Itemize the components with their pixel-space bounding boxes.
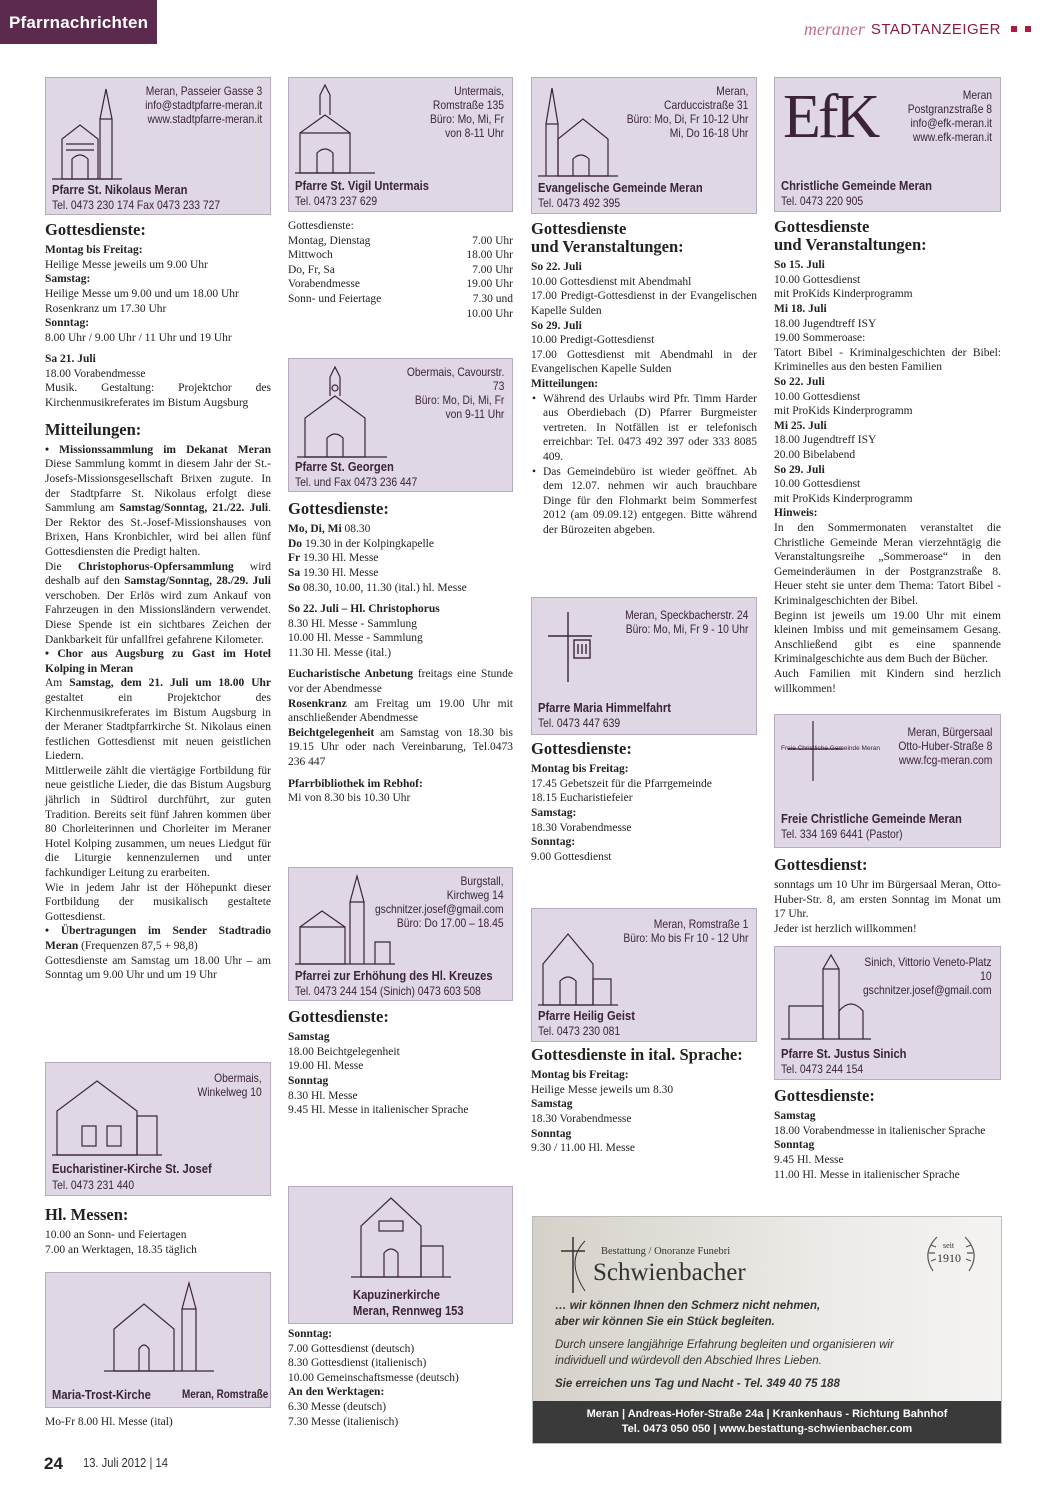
day-label: Montag bis Freitag: xyxy=(531,1069,629,1082)
address-line: Meran, xyxy=(715,84,748,98)
email-link[interactable]: info@stadtpfarre-meran.it xyxy=(144,98,262,113)
parish-name: Pfarre Heilig Geist xyxy=(538,1008,635,1023)
address-block xyxy=(375,874,504,931)
notice-text: Beginn ist jeweils um 19.00 Uhr mit einem kleinen Imbiss und mit gemeinsamem Gesang. Anschließend gibt es eine spannende Kriminalgeschichte aus dem Buch der Bücher. xyxy=(774,609,1001,666)
day-label: Sonntag: xyxy=(45,317,90,330)
parish-name: Pfarre Maria Himmelfahrt xyxy=(538,700,671,715)
service-line: 10.00 Hl. Messe - Sammlung xyxy=(288,632,423,645)
service-line: 18.15 Eucharistiefeier xyxy=(531,792,633,805)
address-block xyxy=(908,88,992,145)
service-note: Musik. Gestaltung: Projektchor des Kirchenmusikreferates im Bistum Augsburg xyxy=(45,382,271,410)
parish-card-maria-trost xyxy=(45,1272,271,1408)
parish-card-heilig-geist xyxy=(531,908,757,1042)
ad-subtitle: Bestattung / Onoranze Funebri xyxy=(601,1246,731,1257)
kapuziner-services xyxy=(288,1327,513,1429)
announcement-text: Gottesdienste am Samstag um 18.00 Uhr – am Sonntag um 9.00 Uhr und um 19 Uhr xyxy=(45,954,271,982)
service-line: 10.00 an Sonn- und Feiertagen xyxy=(45,1229,187,1242)
address-line: Meran xyxy=(962,88,992,102)
service-line: Mo, Di, Mi 08.30 xyxy=(288,523,371,536)
event-line: mit ProKids Kinderprogramm xyxy=(774,405,913,418)
parish-address: Meran, Rennweg 153 xyxy=(353,1303,464,1318)
website-link[interactable]: www.fcg-meran.com xyxy=(898,753,992,768)
address-block xyxy=(430,84,504,141)
service-line: 10.00 Predigt-Gottesdienst xyxy=(531,334,655,347)
address-line: Postgranzstraße 8 xyxy=(907,102,992,117)
ad-company-name: Schwienbacher xyxy=(593,1259,746,1286)
day-label: Montag bis Freitag: xyxy=(45,244,143,257)
event-line: 18.00 Jugendtreff ISY xyxy=(774,317,877,330)
service-line: 10.00 Gottesdienst mit Abendmahl xyxy=(531,275,692,288)
office-hours: Büro: Mo, Di, Fr 10-12 Uhr xyxy=(626,112,748,127)
service-line: 18.00 Beichtgelegenheit xyxy=(288,1045,400,1058)
church-illustration-icon xyxy=(781,951,871,1043)
announcement-text: • Das Gemeindebüro ist wieder geöffnet. Ab dem 12.07. nehmen wir auch brauchbare Dinge für den Flohmarkt beim Sommerfest 2012 (am 09.09.12) entgegen. Bitte während der Bürozeiten abgeben. xyxy=(531,465,757,538)
announcement-title: Chor aus Augsburg zu Gast im Hotel Kolping in Meran xyxy=(45,648,271,675)
parish-phone: Tel. 0473 230 174 Fax 0473 233 727 xyxy=(52,198,221,212)
service-line: Sa 19.30 Hl. Messe xyxy=(288,566,379,579)
funeral-advertisement xyxy=(532,1216,1002,1444)
service-line: 18.00 Vorabendmesse in italienischer Sprache xyxy=(774,1124,986,1137)
church-illustration-icon xyxy=(295,83,375,178)
service-line: 9.45 Hl. Messe xyxy=(774,1153,844,1166)
parish-name: Eucharistiner-Kirche St. Josef xyxy=(52,1161,212,1176)
service-line: 8.00 Uhr / 9.00 Uhr / 11 Uhr und 19 Uhr xyxy=(45,331,232,344)
event-line: 10.00 Gottesdienst xyxy=(774,390,861,403)
event-line: 10.00 Gottesdienst xyxy=(774,273,861,286)
fcg-logo-text: Freie Christliche Gemeinde Meran xyxy=(781,745,880,752)
website-link[interactable]: www.efk-meran.it xyxy=(912,130,992,145)
church-illustration-icon xyxy=(297,363,387,461)
brand-square-icon xyxy=(1011,26,1017,32)
heading-gottesdienste: Gottesdienste xyxy=(531,219,627,238)
event-line: 18.00 Jugendtreff ISY xyxy=(774,434,877,447)
service-line: 9.45 Hl. Messe in italienischer Sprache xyxy=(288,1104,469,1117)
parish-name: Evangelische Gemeinde Meran xyxy=(538,180,703,195)
announcement-text: (Frequenzen 87,5 + 98,8) xyxy=(81,940,198,952)
service-note: Rosenkranz am Freitag um 19.00 Uhr mit anschließender Abendmesse xyxy=(288,697,513,725)
heading-veranstaltungen: und Veranstaltungen: xyxy=(774,235,927,255)
day-label: Samstag xyxy=(774,1110,816,1123)
event-line: 20.00 Bibelabend xyxy=(774,449,856,461)
announcement-date: Samstag, dem 21. Juli um 18.00 Uhr xyxy=(69,677,272,690)
address-line: Sinich, Vittorio Veneto-Platz xyxy=(864,955,992,969)
announcement-text: Wie in jedem Jahr ist der Höhepunkt dieser Fortbildung der musikalisch gestaltete Gottesdienst. xyxy=(45,881,271,923)
service-line: Jeder ist herzlich willkommen! xyxy=(774,922,917,935)
day-label: Sonntag xyxy=(531,1127,572,1140)
day-label: Samstag xyxy=(288,1031,330,1044)
service-line: 7.30 Messe (italienisch) xyxy=(288,1415,399,1428)
table-row: Sonn- und Feiertage 7.30 und xyxy=(288,292,513,305)
announcement-date: Samstag/Sonntag, 28./29. Juli xyxy=(124,575,271,588)
parish-card-josef xyxy=(45,1062,271,1196)
service-line: Heilige Messe um 9.00 und um 18.00 Uhr xyxy=(45,287,239,300)
announcement-title: Übertragungen im Sender Stadtradio Meran xyxy=(45,925,271,952)
announcement-text: • Während des Urlaubs wird Pfr. Timm Harder aus Oberdiebach (D) Pfarrer Burgmeister vertreten. In Notfällen ist er telefonisch erreichbar: Tel. 0473 492 397 oder 333 8085 409. xyxy=(531,392,757,465)
service-line: 17.00 Predigt-Gottesdienst in der Evangelischen Kapelle Sulden xyxy=(531,290,757,318)
announcement: • Chor aus Augsburg zu Gast im Hotel Kolping in Meran Am Samstag, dem 21. Juli um 18.00 Uhr gestaltet ein Projektchor des Kirchenmusikreferates im Bistum Augsburg in der Meraner Stadtpfarrkirche St. Nikolaus einen festlichen Gottesdienst mit neuen geistlichen Liedern. Mittlerweile zählt die viertägige Fortbildung für neue geistliche Lieder, die das Bistum Augsburg jährlich in Südtirol durchführt, zur guten Tradition. Bereits seit fünf Jahren kommen über 80 Chorleiterinnen und Chorleiter im Meraner Hotel Kolping zusammen, um neues Liedgut für die Liturgie kennenzulernen und unter fachkundiger Leitung zu erarbeiten. Wie in jedem Jahr ist der Höhepunkt dieser Fortbildung der musikalisch gestaltete Gottesdienst. xyxy=(45,648,272,923)
service-line: sonntags um 10 Uhr im Bürgersaal Meran, Otto-Huber-Str. 8, am ersten Sonntag im Monat um 17 Uhr. xyxy=(774,879,1001,921)
parish-card-kreuz xyxy=(288,867,513,1001)
service-line: 18.30 Vorabendmesse xyxy=(531,1112,632,1125)
address-block xyxy=(145,84,262,126)
brand-name-b: STADTANZEIGER xyxy=(870,20,1001,38)
church-illustration-icon xyxy=(538,919,618,1009)
column-1 xyxy=(45,77,271,983)
announcement-title: Missionssammlung im Dekanat Meran xyxy=(59,443,271,456)
day-label: So 15. Juli xyxy=(774,259,825,272)
ad-line: individuell und würdevoll den Abschied Ihres Lieben. xyxy=(555,1354,822,1367)
event-list xyxy=(774,258,1001,521)
ad-since-year: 1910 xyxy=(937,1251,961,1265)
ad-website[interactable]: Tel. 0473 050 050 | www.bestattung-schwienbacher.com xyxy=(621,1422,913,1435)
day-label: Sa 21. Juli xyxy=(45,353,96,366)
heading-gottesdienste: Gottesdienste: xyxy=(45,220,146,239)
parish-phone: Tel. 0473 447 639 xyxy=(538,716,621,730)
address-line: Meran, Bürgersaal xyxy=(907,725,992,739)
service-line: So 08.30, 10.00, 11.30 (ital.) hl. Messe xyxy=(288,581,467,594)
service-line: 6.30 Messe (deutsch) xyxy=(288,1400,387,1413)
section-title: Pfarrnachrichten xyxy=(9,13,149,32)
service-line: 8.30 Hl. Messe - Sammlung xyxy=(288,617,418,630)
notice-text: In den Sommermonaten veranstaltet die Christliche Gemeinde Meran vierzehntägig die Veranstaltungsreihe „Sommeroase“ in den Gemeinderäumen in der Postgranzstraße 8. Heuer steht sie unter dem Thema: Tatort Bibel - Kriminalgeschichten der Bibel. xyxy=(774,521,1001,607)
day-label: Hinweis: xyxy=(774,507,818,520)
heading-gottesdienste: Gottesdienste: xyxy=(288,499,389,518)
mass-times xyxy=(45,1200,271,1257)
day-label: Sonntag xyxy=(288,1074,329,1087)
service-line: 7.00 Gottesdienst (deutsch) xyxy=(288,1342,415,1355)
day-label: Mi 18. Juli xyxy=(774,303,827,316)
event-line: 19.00 Sommeroase: xyxy=(774,332,866,345)
kreuz-services xyxy=(288,1002,513,1118)
ad-tagline: aber wir können Sie ein Stück begleiten. xyxy=(555,1315,775,1328)
ad-since-label: seit xyxy=(943,1241,955,1250)
service-line: 11.30 Hl. Messe (ital.) xyxy=(288,646,392,659)
justus-services xyxy=(774,1081,1001,1182)
office-hours: Büro: Mo, Di, Mi, Fr xyxy=(414,393,504,408)
efk-logo: EfK xyxy=(783,83,878,151)
announcement-text: gestaltet ein Projektchor des Kirchenmusikreferates im Bistum Augsburg in der Meraner Stadtpfarrkirche St. Nikolaus einen festlichen Gottesdienst mit neuen geistlichen Liedern. xyxy=(45,691,271,763)
heading-gottesdienste: Gottesdienste: xyxy=(531,739,632,758)
address-line: Otto-Huber-Straße 8 xyxy=(897,739,992,754)
address-line: Meran, Romstraße 1 xyxy=(653,917,748,931)
page-number: 24 xyxy=(44,1454,63,1473)
service-line: 9.30 / 11.00 Hl. Messe xyxy=(531,1142,636,1155)
address-line: Obermais, Cavourstr. xyxy=(406,365,504,379)
address-block xyxy=(625,608,748,636)
address-line: Untermais, xyxy=(454,84,504,98)
fcg-services xyxy=(774,850,1001,937)
heading-hl-messen: Hl. Messen: xyxy=(45,1205,129,1224)
day-label: Sonntag: xyxy=(288,1328,333,1340)
address-block xyxy=(863,955,992,997)
parish-card-fcg xyxy=(774,714,1001,848)
service-line: 10.00 Gemeinschaftsmesse (deutsch) xyxy=(288,1371,459,1384)
office-hours: Büro: Mo bis Fr 10 - 12 Uhr xyxy=(622,931,748,946)
parish-card-nikolaus xyxy=(45,77,271,215)
service-line: 18.30 Vorabendmesse xyxy=(531,821,632,834)
address-block xyxy=(406,365,504,422)
service-line: Do 19.30 in der Kolpingkapelle xyxy=(288,537,434,550)
ad-line: Durch unsere langjährige Erfahrung begleiten und organisieren wir xyxy=(555,1339,894,1352)
event-line: mit ProKids Kinderprogramm xyxy=(774,288,913,301)
day-label: Samstag xyxy=(531,1098,573,1111)
newspaper-brand xyxy=(804,18,1031,41)
service-line: 7.00 an Werktagen, 18.35 täglich xyxy=(45,1243,197,1256)
announcement-text: . Der Rektor des St.-Josef-Missionshauses von Brixen, Hans Kronbichler, wird bei allen fünf Gottesdiensten die Predigt halten. xyxy=(45,502,271,558)
heading-gottesdienste-ital: Gottesdienste in ital. Sprache: xyxy=(531,1045,743,1064)
cross-logo-icon xyxy=(540,612,600,682)
parish-card-justus xyxy=(774,946,1001,1080)
office-hours: von 8-11 Uhr xyxy=(445,126,504,141)
day-label: Sonntag xyxy=(774,1139,815,1152)
heading-veranstaltungen: und Veranstaltungen: xyxy=(531,237,684,257)
service-line: 18.00 Vorabendmesse xyxy=(45,367,146,380)
address-block xyxy=(198,1071,262,1099)
brand-square-icon xyxy=(1025,26,1031,32)
heading-gottesdienste: Gottesdienste xyxy=(774,217,870,236)
heading-mitteilungen: Mitteilungen: xyxy=(45,419,142,439)
address-line: Romstraße 135 xyxy=(432,98,504,113)
address-line: Meran, Passeier Gasse 3 xyxy=(145,84,262,98)
ad-text xyxy=(555,1299,894,1393)
parish-phone: Tel. 0473 220 905 xyxy=(781,194,864,208)
georgen-services xyxy=(288,494,513,806)
parish-phone: Tel. 0473 244 154 (Sinich) 0473 603 508 xyxy=(295,984,481,998)
church-illustration-icon xyxy=(52,1071,162,1159)
himmelfahrt-services xyxy=(531,734,757,864)
service-line: 17.45 Gebetszeit für die Pfarrgemeinde xyxy=(531,777,712,790)
table-row: Montag, Dienstag 7.00 Uhr xyxy=(288,234,513,247)
heading-gottesdienste: Gottesdienste: xyxy=(288,1007,389,1026)
address-block xyxy=(623,917,748,945)
address-block xyxy=(898,725,992,767)
parish-phone: Tel. 0473 231 440 xyxy=(52,1178,135,1192)
parish-phone: Tel. 0473 492 395 xyxy=(538,196,621,210)
day-label: So 22. Juli xyxy=(531,261,582,274)
website-link[interactable]: www.stadtpfarre-meran.it xyxy=(147,112,262,127)
event-line: 10.00 Gottesdienst xyxy=(774,478,861,491)
day-label: Mi 25. Juli xyxy=(774,419,827,432)
table-row: Mittwoch 18.00 Uhr xyxy=(288,249,513,262)
announcement-date: Samstag/Sonntag, 21./22. Juli xyxy=(119,502,269,515)
address-line: Meran, Speckbacherstr. 24 xyxy=(624,608,748,622)
table-row: 10.00 Uhr xyxy=(466,307,513,320)
parish-name: Pfarre St. Justus Sinich xyxy=(781,1046,907,1061)
church-illustration-icon xyxy=(351,1191,451,1281)
day-label: So 29. Juli xyxy=(774,463,825,476)
address-line: 73 xyxy=(492,379,504,394)
day-label: Montag bis Freitag: xyxy=(531,763,629,776)
church-illustration-icon xyxy=(52,84,122,184)
church-illustration-icon xyxy=(104,1279,214,1375)
address-line: Burgstall, xyxy=(460,874,504,888)
church-illustration-icon xyxy=(538,84,618,180)
address-line: Kirchweg 14 xyxy=(447,888,504,903)
announcement-text: wird deshalb auf den xyxy=(45,560,272,588)
announcement-text: Mittlerweile zählt die viertägige Fortbildung für neue geistliche Lieder, die das Bistum Augsburg jährlich in Südtirol durchführt, zur guten Tradition. Bereits seit fünf Jahren kommen über 80 Chorleiterinnen und Chorleiter im Meraner Hotel Kolping zusammen, um neues Liedgut für die Liturgie kennenzulernen und unter fachkundiger Leitung zu erarbeiten. xyxy=(45,764,271,880)
parish-name: Christliche Gemeinde Meran xyxy=(781,178,932,193)
address-line: 10 xyxy=(980,969,992,984)
service-line: 11.00 Hl. Messe in italienischer Sprache xyxy=(774,1168,960,1181)
ad-phone-line: Sie erreichen uns Tag und Nacht - Tel. 349 40 75 188 xyxy=(555,1378,840,1391)
service-line: Heilige Messe jeweils um 9.00 Uhr xyxy=(45,258,208,271)
announcement-text: Diese Sammlung kommt in diesem Jahr der St.-Josefs-Missionsgesellschaft Brixen zugute. In der Stadtpfarre St. Nikolaus erfolgt diese Sammlung am xyxy=(45,458,271,515)
service-line: 8.30 Gottesdienst (italienisch) xyxy=(288,1357,427,1370)
announcement: • Übertragungen im Sender Stadtradio Meran (Frequenzen 87,5 + 98,8) Gottesdienste am Samstag um 18.00 Uhr – am Sonntag um 9.00 Uhr und um 19 Uhr xyxy=(45,925,271,982)
service-line: 8.30 Hl. Messe xyxy=(288,1089,358,1102)
office-hours: Büro: Mo, Mi, Fr 9 - 10 Uhr xyxy=(625,622,748,637)
address-line: Obermais, xyxy=(214,1071,262,1085)
parish-name: Freie Christliche Gemeinde Meran xyxy=(781,811,962,826)
service-line: Mo-Fr 8.00 Hl. Messe (ital) xyxy=(45,1416,173,1428)
email-link[interactable]: gschnitzer.josef@gmail.com xyxy=(375,902,504,917)
service-note: Eucharistische Anbetung freitags eine Stunde vor der Abendmesse xyxy=(288,668,513,696)
service-list xyxy=(45,243,271,345)
announcement-title: Christophorus-Opfersammlung xyxy=(77,560,234,573)
parish-name: Kapuzinerkirche xyxy=(353,1287,440,1302)
email-link[interactable]: gschnitzer.josef@gmail.com xyxy=(863,983,992,998)
event-line: mit ProKids Kinderprogramm xyxy=(774,492,913,505)
day-label: Mitteilungen: xyxy=(531,378,599,391)
service-table xyxy=(288,234,513,322)
column-4 xyxy=(774,77,1001,696)
service-line: Mi von 8.30 bis 10.30 Uhr xyxy=(288,792,411,805)
cross-logo-icon xyxy=(555,1235,595,1295)
announcement xyxy=(45,560,271,648)
parish-name: Pfarre St. Nikolaus Meran xyxy=(52,182,188,197)
parish-phone: Tel. 0473 230 081 xyxy=(538,1024,621,1038)
heading-gottesdienste: Gottesdienste: xyxy=(774,1086,875,1105)
address-block xyxy=(626,84,748,141)
parish-card-efk xyxy=(774,77,1001,212)
day-label: So 22. Juli xyxy=(774,376,825,389)
section-tab xyxy=(0,0,157,44)
announcement-text: verschoben. Der Erlös wird zum Ankauf von Fahrzeugen in den Missionsländern verwendet. Diese Spende ist ein sichtbares Zeichen der Dankbarkeit für unfallfrei gefahrene Kilometer. xyxy=(45,589,271,646)
day-label: So 29. Juli xyxy=(531,319,582,332)
address-line: Winkelweg 10 xyxy=(197,1085,262,1100)
parish-address: Meran, Romstraße xyxy=(182,1389,269,1401)
column-3 xyxy=(531,77,757,538)
day-label: So 22. Juli – Hl. Christophorus xyxy=(288,603,440,616)
service-line: 9.00 Gottesdienst xyxy=(531,850,612,863)
table-row: Vorabendmesse 19.00 Uhr xyxy=(288,278,513,291)
service-line: 17.00 Gottesdienst mit Abendmahl in der Evangelischen Kapelle Sulden xyxy=(531,348,757,376)
notice-text: Auch Familien mit Kindern sind herzlich willkommen! xyxy=(774,667,1001,695)
parish-name: Pfarrei zur Erhöhung des Hl. Kreuzes xyxy=(295,968,493,983)
parish-phone: Tel. 0473 244 154 xyxy=(781,1062,864,1076)
parish-phone: Tel. 0473 237 629 xyxy=(295,194,378,208)
brand-name-a: meraner xyxy=(803,19,865,39)
email-link[interactable]: info@efk-meran.it xyxy=(910,116,992,131)
announcement-text: Am xyxy=(45,677,63,690)
ad-contact-bar xyxy=(533,1401,1001,1443)
announcement-text: Die xyxy=(45,560,62,573)
ad-tagline: … wir können Ihnen den Schmerz nicht nehmen, xyxy=(555,1300,821,1312)
service-note: Beichtgelegenheit am Samstag von 18.30 bis 19.15 Uhr oder nach Vereinbarung, Tel.0473 236 447 xyxy=(288,726,513,769)
announcement: • Missionssammlung im Dekanat Meran Diese Sammlung kommt in diesem Jahr der St.-Josefs-Missionsgesellschaft Brixen zugute. In der Stadtpfarre St. Nikolaus erfolgt diese Sammlung am Samstag/Sonntag, 21./22. Juli. Der Rektor des St.-Josef-Missionshauses von Brixen, Hans Kronbichler, wird bei allen fünf Gottesdiensten die Predigt halten. xyxy=(45,443,271,558)
service-line: 19.00 Hl. Messe xyxy=(288,1060,364,1073)
office-hours: Büro: Do 17.00 – 18.45 xyxy=(397,916,504,931)
service-heading: Gottesdienste: xyxy=(288,220,354,232)
parish-phone: Tel. und Fax 0473 236 447 xyxy=(295,475,418,489)
column-2 xyxy=(288,77,513,321)
day-label: Samstag: xyxy=(45,273,91,286)
service-line: Fr 19.30 Hl. Messe xyxy=(288,552,379,565)
day-label: An den Werktagen: xyxy=(288,1386,385,1399)
parish-card-vigil xyxy=(288,77,513,212)
office-hours: Büro: Mo, Mi, Fr xyxy=(430,112,504,127)
issue-date: 13. Juli 2012 | 14 xyxy=(83,1455,168,1470)
parish-name: Pfarre St. Vigil Untermais xyxy=(295,178,430,193)
parish-name: Maria-Trost-Kirche xyxy=(52,1387,151,1402)
table-row: Do, Fr, Sa 7.00 Uhr xyxy=(288,263,513,276)
event-line: Tatort Bibel - Kriminalgeschichten der Bibel: Kriminelles aus den besten Familien xyxy=(774,346,1001,374)
parish-card-evangelisch xyxy=(531,77,757,214)
day-label: Samstag: xyxy=(531,806,577,819)
day-label: Pfarrbibliothek im Rebhof: xyxy=(288,777,423,790)
parish-card-georgen xyxy=(288,358,513,492)
parish-name: Pfarre St. Georgen xyxy=(295,459,394,474)
parish-card-himmelfahrt xyxy=(531,597,757,735)
day-label: Sonntag: xyxy=(531,836,576,849)
heilig-geist-services xyxy=(531,1040,757,1156)
service-line: Rosenkranz um 17.30 Uhr xyxy=(45,302,167,315)
ad-address: Meran | Andreas-Hofer-Straße 24a | Krankenhaus - Richtung Bahnhof xyxy=(586,1408,948,1420)
parish-phone: Tel. 334 169 6441 (Pastor) xyxy=(781,827,903,841)
office-hours: Mi, Do 16-18 Uhr xyxy=(669,126,748,141)
heading-gottesdienst: Gottesdienst: xyxy=(774,855,868,874)
office-hours: von 9-11 Uhr xyxy=(445,407,504,422)
parish-card-kapuziner xyxy=(288,1186,513,1324)
service-line: Heilige Messe jeweils um 8.30 xyxy=(531,1083,674,1096)
address-line: Carduccistraße 31 xyxy=(663,98,748,113)
